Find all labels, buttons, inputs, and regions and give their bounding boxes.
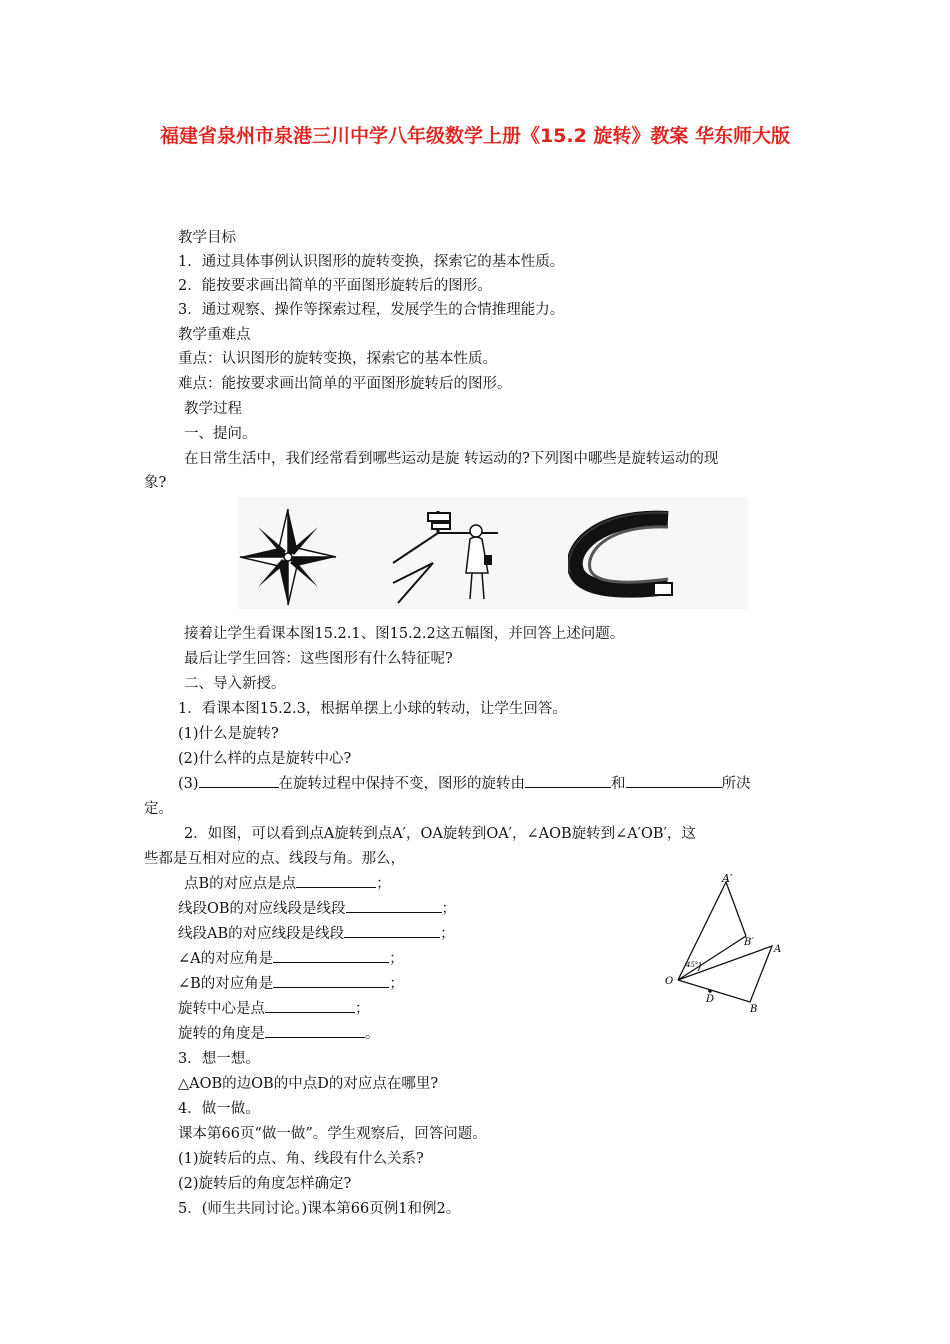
document-title: 福建省泉州市泉港三川中学八年级数学上册《15.2 旋转》教案 华东师大版 bbox=[159, 125, 791, 147]
period: 。 bbox=[365, 1026, 380, 1042]
fill-blank[interactable] bbox=[265, 1023, 365, 1038]
fill-blank[interactable] bbox=[346, 898, 442, 913]
fill-question-1-text: 点B的对应点是点 bbox=[184, 876, 297, 892]
fill-blank[interactable] bbox=[296, 873, 376, 888]
item-2-line-1: 2．如图，可以看到点A旋转到点A′，OA旋转到OA′，∠AOB旋转到∠A′OB′，这 bbox=[184, 826, 696, 842]
semicolon: ； bbox=[440, 926, 455, 942]
fill-question-5 bbox=[178, 973, 404, 995]
fill-blank[interactable] bbox=[265, 998, 355, 1013]
question-line-1: 在日常生活中，我们经常看到哪些运动是旋 转运动的?下列图中哪些是旋转运动的现 bbox=[184, 451, 719, 467]
difficult-point: 难点：能按要求画出简单的平面图形旋转后的图形。 bbox=[178, 376, 512, 392]
question-3-middle: 在旋转过程中保持不变，图形的旋转由 bbox=[278, 776, 526, 792]
question-3-prefix: (3) bbox=[178, 776, 199, 792]
magnet-arc-icon bbox=[568, 509, 678, 605]
semicolon: ； bbox=[389, 951, 404, 967]
semicolon: ； bbox=[441, 901, 457, 917]
item-4-question-1: (1)旋转后的点、角、线段有什么关系? bbox=[178, 1151, 424, 1167]
keypoints-heading: 教学重难点 bbox=[178, 327, 251, 343]
fill-blank[interactable] bbox=[344, 923, 440, 938]
semicolon: ； bbox=[376, 876, 391, 892]
label-b: B bbox=[750, 1004, 758, 1015]
fill-question-6 bbox=[178, 998, 370, 1020]
fill-blank[interactable] bbox=[273, 948, 389, 963]
fill-question-3-text: 线段AB的对应线段是线段 bbox=[178, 926, 345, 942]
after-text-2: 最后让学生回答：这些图形有什么特征呢? bbox=[184, 651, 453, 667]
item-4-text: 课本第66页“做一做”。学生观察后，回答问题。 bbox=[178, 1126, 487, 1142]
label-b-prime: B′ bbox=[744, 937, 754, 948]
goal-1: 1．通过具体事例认识图形的旋转变换，探索它的基本性质。 bbox=[178, 254, 565, 270]
question-1: (1)什么是旋转? bbox=[178, 726, 279, 742]
question-3 bbox=[178, 773, 751, 795]
fill-blank[interactable] bbox=[525, 773, 611, 788]
item-1: 1．看课本图15.2.3，根据单摆上小球的转动，让学生回答。 bbox=[178, 701, 567, 717]
goal-3: 3．通过观察、操作等探索过程，发展学生的合情推理能力。 bbox=[178, 302, 565, 318]
question-2: (2)什么样的点是旋转中心? bbox=[178, 751, 352, 767]
label-a-prime: A′ bbox=[722, 872, 733, 885]
fill-blank[interactable] bbox=[626, 773, 722, 788]
label-d: D bbox=[706, 994, 715, 1005]
fill-question-1 bbox=[184, 873, 391, 895]
question-line-2: 象? bbox=[144, 475, 167, 491]
part-1-heading: 一、提问。 bbox=[184, 426, 257, 442]
item-5: 5．(师生共同讨论。)课本第66页例1和例2。 bbox=[178, 1201, 461, 1217]
after-text-1: 接着让学生看课本图15.2.1、图15.2.2这五幅图，并回答上述问题。 bbox=[184, 626, 625, 642]
goals-heading: 教学目标 bbox=[178, 230, 236, 246]
label-a: A bbox=[774, 944, 782, 955]
item-4-question-2: (2)旋转后的角度怎样确定? bbox=[178, 1176, 352, 1192]
item-2-line-2: 些都是互相对应的点、线段与角。那么， bbox=[144, 851, 405, 867]
compass-rose-icon bbox=[238, 507, 338, 607]
fill-blank[interactable] bbox=[273, 973, 389, 988]
rotation-diagram bbox=[660, 868, 800, 1018]
item-3: 3．想一想。 bbox=[178, 1051, 260, 1067]
fill-question-7 bbox=[178, 1023, 380, 1045]
fill-question-5-text: ∠B的对应角是 bbox=[178, 976, 274, 992]
question-3-and: 和 bbox=[611, 776, 626, 792]
key-point: 重点：认识图形的旋转变换，探索它的基本性质。 bbox=[178, 351, 497, 367]
fill-question-4 bbox=[178, 948, 404, 970]
signpost-person-icon bbox=[388, 503, 508, 607]
goal-2: 2．能按要求画出简单的平面图形旋转后的图形。 bbox=[178, 278, 492, 294]
item-3-question: △AOB的边OB的中点D的对应点在哪里? bbox=[178, 1076, 439, 1092]
fill-blank[interactable] bbox=[199, 773, 279, 788]
rotation-examples-figure bbox=[238, 497, 748, 609]
fill-question-4-text: ∠A的对应角是 bbox=[178, 951, 274, 967]
item-4: 4．做一做。 bbox=[178, 1101, 260, 1117]
fill-question-7-text: 旋转的角度是 bbox=[178, 1026, 265, 1042]
process-heading: 教学过程 bbox=[184, 401, 242, 417]
fill-question-2-text: 线段OB的对应线段是线段 bbox=[178, 901, 346, 917]
semicolon: ； bbox=[389, 976, 404, 992]
fill-question-2 bbox=[178, 898, 456, 920]
fill-question-3 bbox=[178, 923, 455, 945]
label-o: O bbox=[665, 976, 674, 987]
label-angle: 45° bbox=[686, 961, 699, 969]
question-3-end: 所决 bbox=[721, 776, 751, 792]
question-3-wrap: 定。 bbox=[144, 801, 173, 817]
fill-question-6-text: 旋转中心是点 bbox=[178, 1001, 265, 1017]
semicolon: ； bbox=[355, 1001, 370, 1017]
part-2-heading: 二、导入新授。 bbox=[184, 676, 286, 692]
